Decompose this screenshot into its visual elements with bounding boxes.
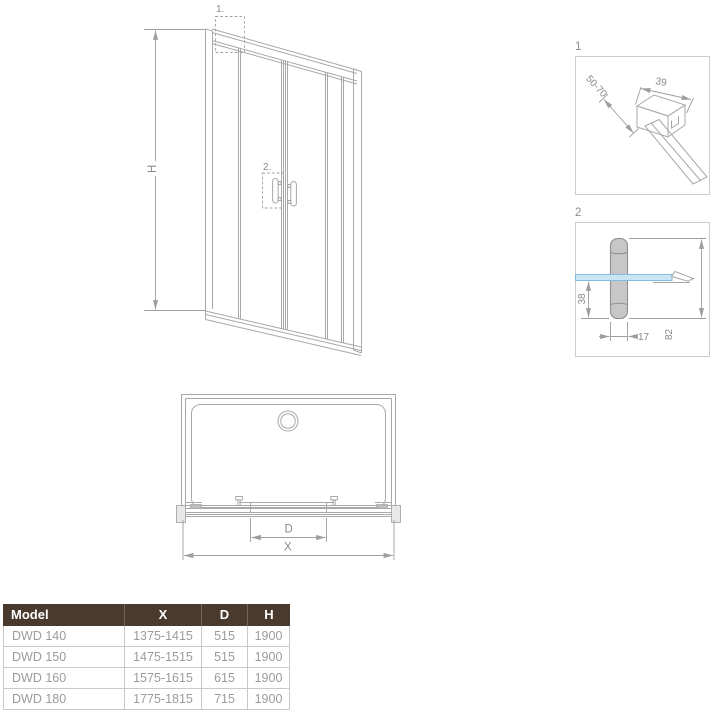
dim-39-label: 39: [654, 76, 668, 90]
plan-view: [177, 395, 401, 561]
wall-profile-plan-right: [392, 506, 401, 523]
door-track: [182, 497, 396, 517]
track-clamp-left: [191, 505, 202, 509]
table-row: [3, 689, 290, 710]
dim-x-label: X: [284, 541, 292, 554]
cell-model: DWD 180: [3, 689, 125, 710]
cell-x: 1375-1415: [125, 626, 202, 647]
h-dimension-label: H: [147, 164, 159, 173]
wall-profile-plan-left: [177, 506, 186, 523]
table-row: [3, 647, 290, 668]
col-header-x: X: [125, 604, 202, 626]
cell-d: 615: [202, 668, 248, 689]
dim-50-70-label: 50-70: [583, 73, 609, 100]
wall-profile-right: [354, 69, 362, 353]
profile-isometric: [637, 95, 707, 184]
cell-h: 1900: [248, 647, 290, 668]
col-header-h: H: [264, 607, 274, 622]
callout-label-1: 1.: [216, 4, 225, 15]
track-clamp-right: [377, 505, 388, 509]
cell-model: DWD 160: [3, 668, 125, 689]
cell-x: 1475-1515: [125, 647, 202, 668]
dim-d-label: D: [284, 523, 293, 536]
dim-38-label: 38: [577, 293, 588, 305]
cell-h: 1900: [248, 626, 290, 647]
table-row: [3, 668, 290, 689]
dim-82-label: 82: [664, 328, 675, 340]
detail-view-1: [575, 41, 710, 195]
cell-x: 1775-1815: [125, 689, 202, 710]
wall-profile-left: [206, 29, 213, 310]
cell-d: 515: [202, 626, 248, 647]
col-header-d: D: [202, 604, 248, 626]
col-header-model: Model: [3, 604, 125, 626]
dim-d: [251, 518, 327, 542]
shower-tray: [182, 395, 396, 515]
cell-model: DWD 140: [3, 626, 125, 647]
dim-17-label: 17: [638, 332, 650, 343]
detail-view-2: [575, 207, 710, 357]
door-handle-right: [288, 182, 296, 207]
spec-table: [3, 604, 290, 710]
dim-17: [599, 322, 650, 343]
cell-model: DWD 150: [3, 647, 125, 668]
roller-guide-right: [331, 497, 338, 506]
elevation-view: [144, 4, 362, 356]
dim-38: [577, 282, 609, 319]
cell-x: 1575-1615: [125, 668, 202, 689]
roller-guide-left: [236, 497, 243, 506]
detail-1-number: 1: [575, 41, 582, 53]
glass-panel-section: [576, 275, 673, 281]
dim-50-70: [583, 74, 638, 137]
callout-label-2: 2.: [263, 162, 272, 173]
dim-82: [629, 239, 706, 341]
table-row: [3, 626, 290, 647]
cell-d: 715: [202, 689, 248, 710]
spec-table-header: [3, 604, 290, 626]
cell-h: 1900: [248, 668, 290, 689]
detail-2-number: 2: [575, 207, 582, 219]
h-dimension: [144, 30, 206, 311]
door-handle-left: [273, 179, 281, 204]
cell-d: 515: [202, 647, 248, 668]
top-rail: [212, 29, 357, 84]
cell-h: 1900: [248, 689, 290, 710]
